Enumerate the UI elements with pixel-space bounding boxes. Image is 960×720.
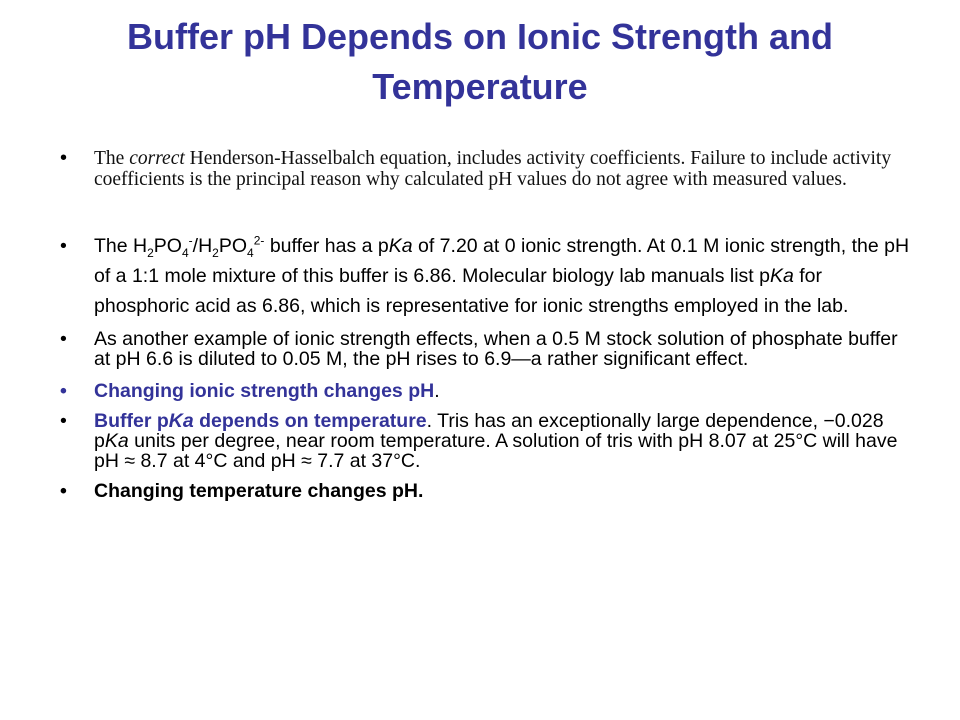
bullet1-emphasis: correct — [129, 148, 185, 169]
bullet1-pre: The — [94, 148, 130, 169]
bullet2-sub4: 4 — [247, 245, 254, 260]
bullet2-sub3: 2 — [212, 245, 219, 260]
bullet1-post: Henderson-Hasselbalch equation, includes activity coefficients. Failure to include activity coefficients is the principal reason why calculated pH values do not agree with measured values. — [94, 148, 892, 190]
bullet4-bold: Changing ionic strength changes pH — [94, 380, 435, 402]
bullet4-tail: . — [434, 380, 440, 402]
bullet2-d: PO — [218, 235, 248, 257]
bullet2-b: PO — [153, 235, 182, 257]
bullet-phosphate-pka — [58, 231, 910, 321]
bullet2-sub1: 2 — [147, 245, 154, 260]
bullet5-lead-b: depends on temperature — [193, 410, 427, 432]
bullet2-sup1: - — [188, 233, 193, 248]
bullet5-lead-ka: Ka — [168, 410, 194, 432]
bullet-temperature-summary — [58, 481, 910, 501]
bullet-dilution-example — [58, 329, 910, 369]
bullet3-text: As another example of ionic strength effects, when a 0.5 M stock solution of phosphate buffer at pH 6.6 is diluted to 0.05 M, the pH rises to 6.9—a rather significant effect. — [94, 328, 898, 370]
bullet-activity-coefficients — [58, 148, 910, 190]
bullet2-sub2: 4 — [181, 245, 189, 260]
bullet-ionic-strength-summary — [58, 381, 910, 401]
bullet-temperature-dependence — [58, 411, 910, 471]
slide-title: Buffer pH Depends on Ionic Strength and Temperature — [126, 16, 833, 107]
bullet6-text: Changing temperature changes pH. — [94, 480, 424, 502]
bullet2-f: of 7.20 at 0 ionic strength. At 0.1 M ionic strength, the pH of a 1:1 mole mixture of this buffer is 6.86. Molecular biology lab manuals list p — [94, 235, 910, 287]
bullet2-sup2: 2- — [253, 233, 265, 248]
bullet-list — [58, 148, 910, 501]
bullet2-a: The H — [94, 235, 148, 257]
bullet5-lead — [94, 410, 427, 432]
bullet2-ka2: Ka — [769, 265, 794, 287]
bullet2-g: for phosphoric acid as 6.86, which is representative for ionic strengths employed in the lab. — [94, 265, 849, 317]
bullet5-lead-a: Buffer p — [94, 410, 169, 432]
bullet5-a: . Tris has an exceptionally large dependence, −0.028 p — [94, 410, 884, 452]
bullet5-ka: Ka — [104, 430, 129, 452]
bullet2-e: buffer has a p — [264, 235, 389, 257]
bullet5-b: units per degree, near room temperature. A solution of tris with pH 8.07 at 25°C will have pH ≈ 8.7 at 4°C and pH ≈ 7.7 at 37°C. — [94, 430, 898, 472]
bullet2-c: /H — [192, 235, 213, 257]
bullet2-ka1: Ka — [388, 235, 413, 257]
